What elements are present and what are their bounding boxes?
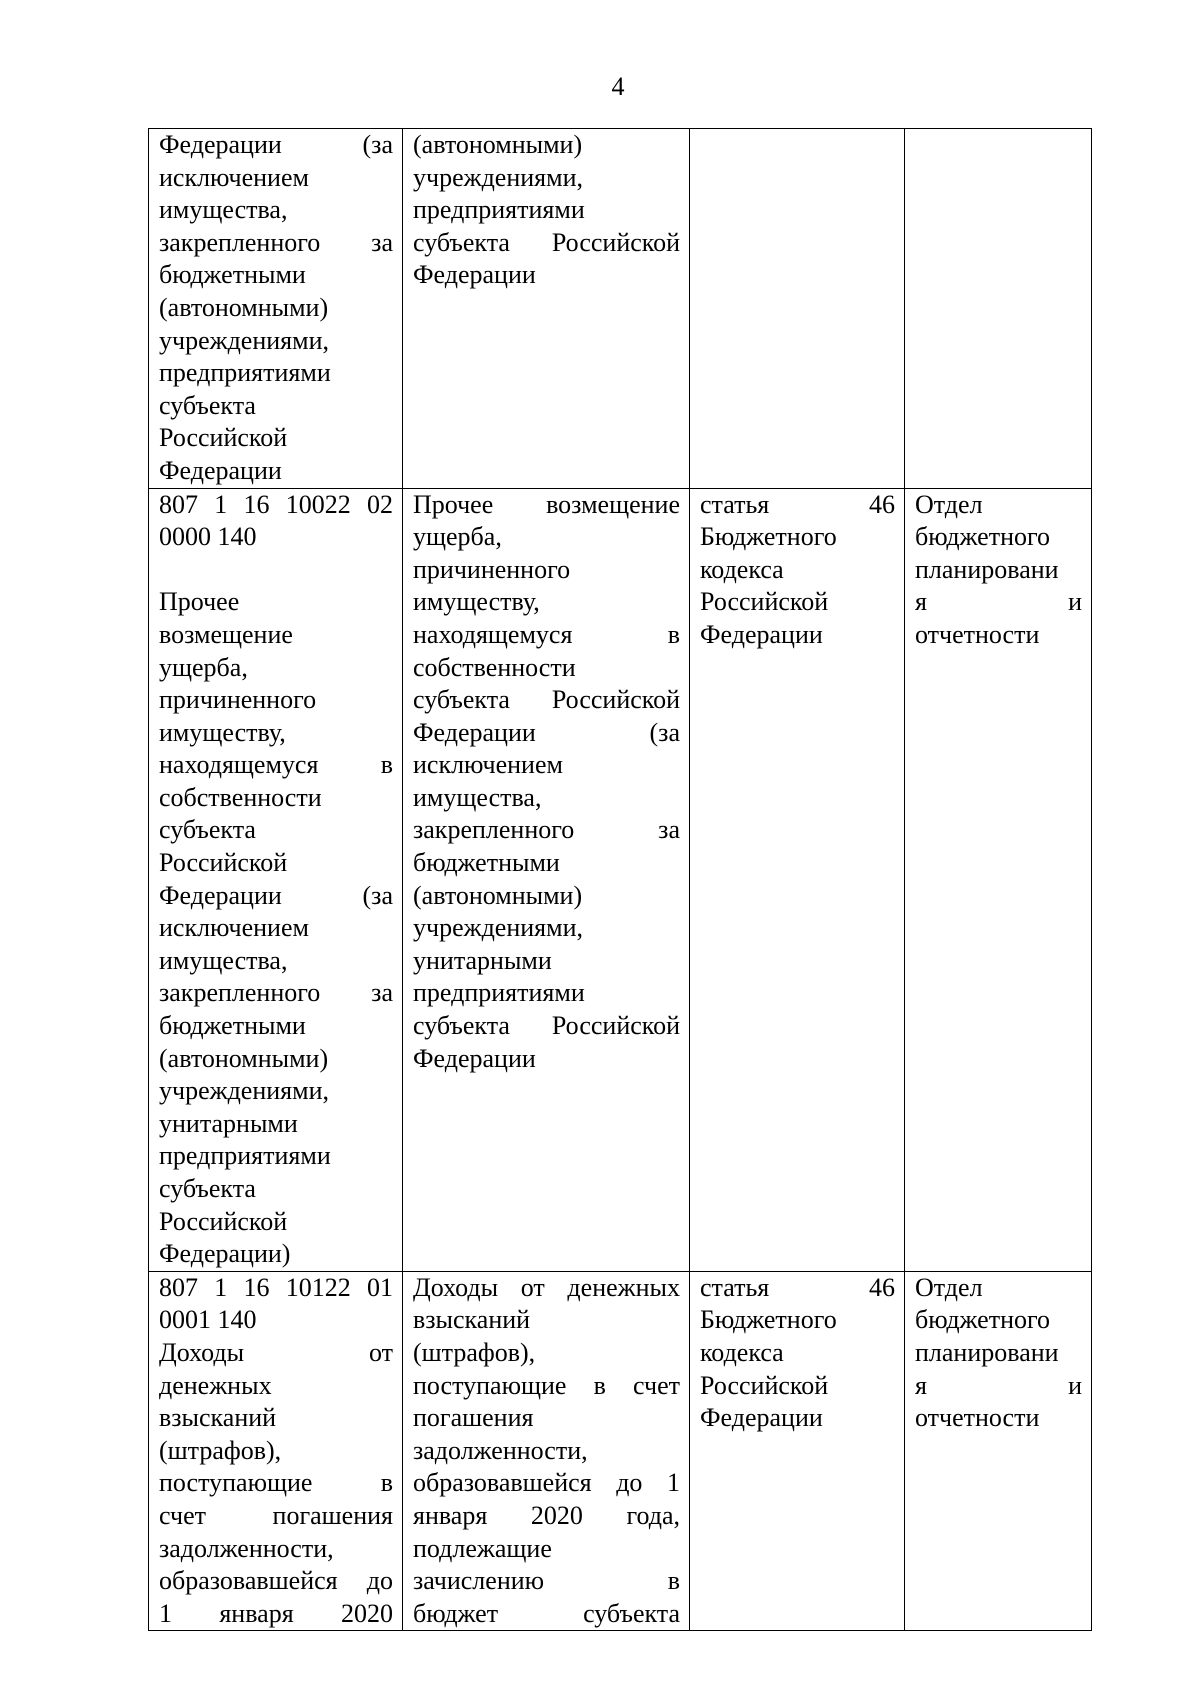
cell-text-line: отчетности [915, 619, 1040, 649]
cell-text-line: субъекта [159, 815, 256, 845]
cell-text-line: (штрафов), [159, 1435, 282, 1465]
cell-text-line: предприятиями [413, 978, 585, 1008]
cell-text-line: находящемуся в [413, 619, 680, 649]
cell-text-line: закрепленного за [159, 227, 393, 257]
legal-basis-cell [690, 488, 905, 1271]
cell-text-line: ущерба, [413, 522, 502, 552]
cell-text-line: взысканий [159, 1403, 277, 1433]
cell-text-line: Федерации (за [159, 880, 393, 910]
cell-text-line: Федерации [413, 1043, 536, 1073]
cell-text-line: статья 46 [700, 489, 895, 519]
cell-text-line: находящемуся в [159, 750, 393, 780]
cell-text-line: поступающие в счет [413, 1370, 680, 1400]
cell-text-line: 0000 140 [159, 522, 257, 552]
cell-text-line: Федерации [413, 260, 536, 290]
cell-text-line: субъекта [159, 390, 256, 420]
cell-text-line: 807 1 16 10022 02 [159, 489, 393, 519]
cell-text-line: учреждениями, [413, 162, 584, 192]
cell-text-line: Российской [700, 1370, 829, 1400]
cell-text-line: кодекса [700, 1337, 784, 1367]
cell-text-line: Бюджетного [700, 522, 837, 552]
cell-text-line: подлежащие [413, 1533, 552, 1563]
cell-text-line: кодекса [700, 554, 784, 584]
cell-text-line [159, 554, 393, 587]
cell-text-line: Отдел [915, 489, 983, 519]
cell-text-line: задолженности, [413, 1435, 588, 1465]
cell-text-line: (штрафов), [413, 1337, 536, 1367]
cell-text-line: унитарными [413, 945, 552, 975]
cell-text-line: закрепленного за [413, 815, 680, 845]
cell-text-line: Российской [159, 848, 288, 878]
cell-text-line: (автономными) [159, 292, 329, 322]
cell-text-line: бюджетными [159, 260, 306, 290]
cell-text-line: погашения [413, 1403, 534, 1433]
cell-text-line: зачислению в [413, 1566, 680, 1596]
cell-text-line: Доходы от денежных [413, 1272, 680, 1302]
table-row [149, 488, 1092, 1271]
cell-text-line: поступающие в [159, 1468, 393, 1498]
cell-text-line: денежных [159, 1370, 272, 1400]
cell-text-line: 807 1 16 10122 01 [159, 1272, 393, 1302]
cell-text-line: собственности [413, 652, 576, 682]
department-cell [905, 1271, 1092, 1631]
description-cell [403, 488, 690, 1271]
revenue-codes-table [148, 128, 1092, 1631]
cell-text-line: причиненного [413, 554, 571, 584]
cell-text-line: Бюджетного [700, 1305, 837, 1335]
cell-text-line: бюджет субъекта [413, 1598, 680, 1628]
page-number: 4 [611, 72, 625, 101]
cell-text-line: отчетности [915, 1403, 1040, 1433]
cell-text-line: Прочее [159, 587, 240, 617]
cell-text-line: предприятиями [159, 1141, 331, 1171]
cell-text-line: Российской [700, 587, 829, 617]
cell-text-line: бюджетными [413, 848, 560, 878]
description-cell [403, 1271, 690, 1631]
cell-text-line: Федерации (за [413, 717, 680, 747]
legal-basis-cell [690, 129, 905, 489]
cell-text-line: Отдел [915, 1272, 983, 1302]
cell-text-line: задолженности, [159, 1533, 334, 1563]
legal-basis-cell [690, 1271, 905, 1631]
department-cell [905, 129, 1092, 489]
cell-text-line: возмещение [159, 619, 293, 649]
cell-text-line: учреждениями, [159, 1076, 330, 1106]
cell-text-line: бюджетными [159, 1011, 306, 1041]
cell-text-line: планировани [915, 554, 1059, 584]
cell-text-line: причиненного [159, 685, 317, 715]
cell-text-line: я и [915, 1370, 1082, 1400]
cell-text-line: исключением [159, 913, 309, 943]
code-cell [149, 488, 403, 1271]
table-row [149, 1271, 1092, 1631]
table-row [149, 129, 1092, 489]
cell-text-line: статья 46 [700, 1272, 895, 1302]
cell-text-line: Доходы от [159, 1337, 393, 1367]
cell-text-line: учреждениями, [159, 325, 330, 355]
cell-text-line: субъекта [159, 1174, 256, 1203]
cell-text-line: (автономными) [413, 130, 583, 159]
cell-text-line: субъекта Российской [413, 1011, 680, 1041]
cell-text-line: Федерации) [159, 1239, 291, 1269]
cell-text-line: 1 января 2020 [159, 1598, 393, 1628]
cell-text-line: Федерации [159, 455, 282, 485]
cell-text-line: собственности [159, 782, 322, 812]
cell-text-line: субъекта Российской [413, 685, 680, 715]
cell-text-line: Федерации [700, 619, 823, 649]
cell-text-line: учреждениями, [413, 913, 584, 943]
cell-text-line: 0001 140 [159, 1305, 257, 1335]
cell-text-line: предприятиями [413, 195, 585, 225]
cell-text-line: имуществу, [413, 587, 540, 617]
description-cell [403, 129, 690, 489]
cell-text-line: субъекта Российской [413, 227, 680, 257]
cell-text-line: исключением [159, 162, 309, 192]
cell-text-line: января 2020 года, [413, 1500, 680, 1530]
cell-text-line: имущества, [159, 945, 288, 975]
cell-text-line: взысканий [413, 1305, 531, 1335]
cell-text-line: бюджетного [915, 522, 1051, 552]
cell-text-line: унитарными [159, 1108, 298, 1138]
cell-text-line: счет погашения [159, 1500, 393, 1530]
cell-text-line: имущества, [159, 195, 288, 225]
cell-text-line: образовавшейся до [159, 1566, 393, 1596]
department-cell [905, 488, 1092, 1271]
cell-text-line: предприятиями [159, 358, 331, 388]
cell-text-line: Прочее возмещение [413, 489, 680, 519]
cell-text-line: образовавшейся до 1 [413, 1468, 680, 1498]
cell-text-line: имуществу, [159, 717, 286, 747]
cell-text-line: имущества, [413, 782, 542, 812]
cell-text-line: я и [915, 587, 1082, 617]
cell-text-line: исключением [413, 750, 563, 780]
cell-text-line: Российской [159, 423, 288, 453]
cell-text-line: Российской [159, 1206, 288, 1236]
code-cell [149, 1271, 403, 1631]
cell-text-line: (автономными) [413, 880, 583, 910]
cell-text-line: планировани [915, 1337, 1059, 1367]
cell-text-line: Федерации (за [159, 130, 393, 159]
code-cell [149, 129, 403, 489]
cell-text-line: (автономными) [159, 1043, 329, 1073]
cell-text-line: бюджетного [915, 1305, 1051, 1335]
cell-text-line: ущерба, [159, 652, 248, 682]
cell-text-line: Федерации [700, 1403, 823, 1433]
cell-text-line: закрепленного за [159, 978, 393, 1008]
